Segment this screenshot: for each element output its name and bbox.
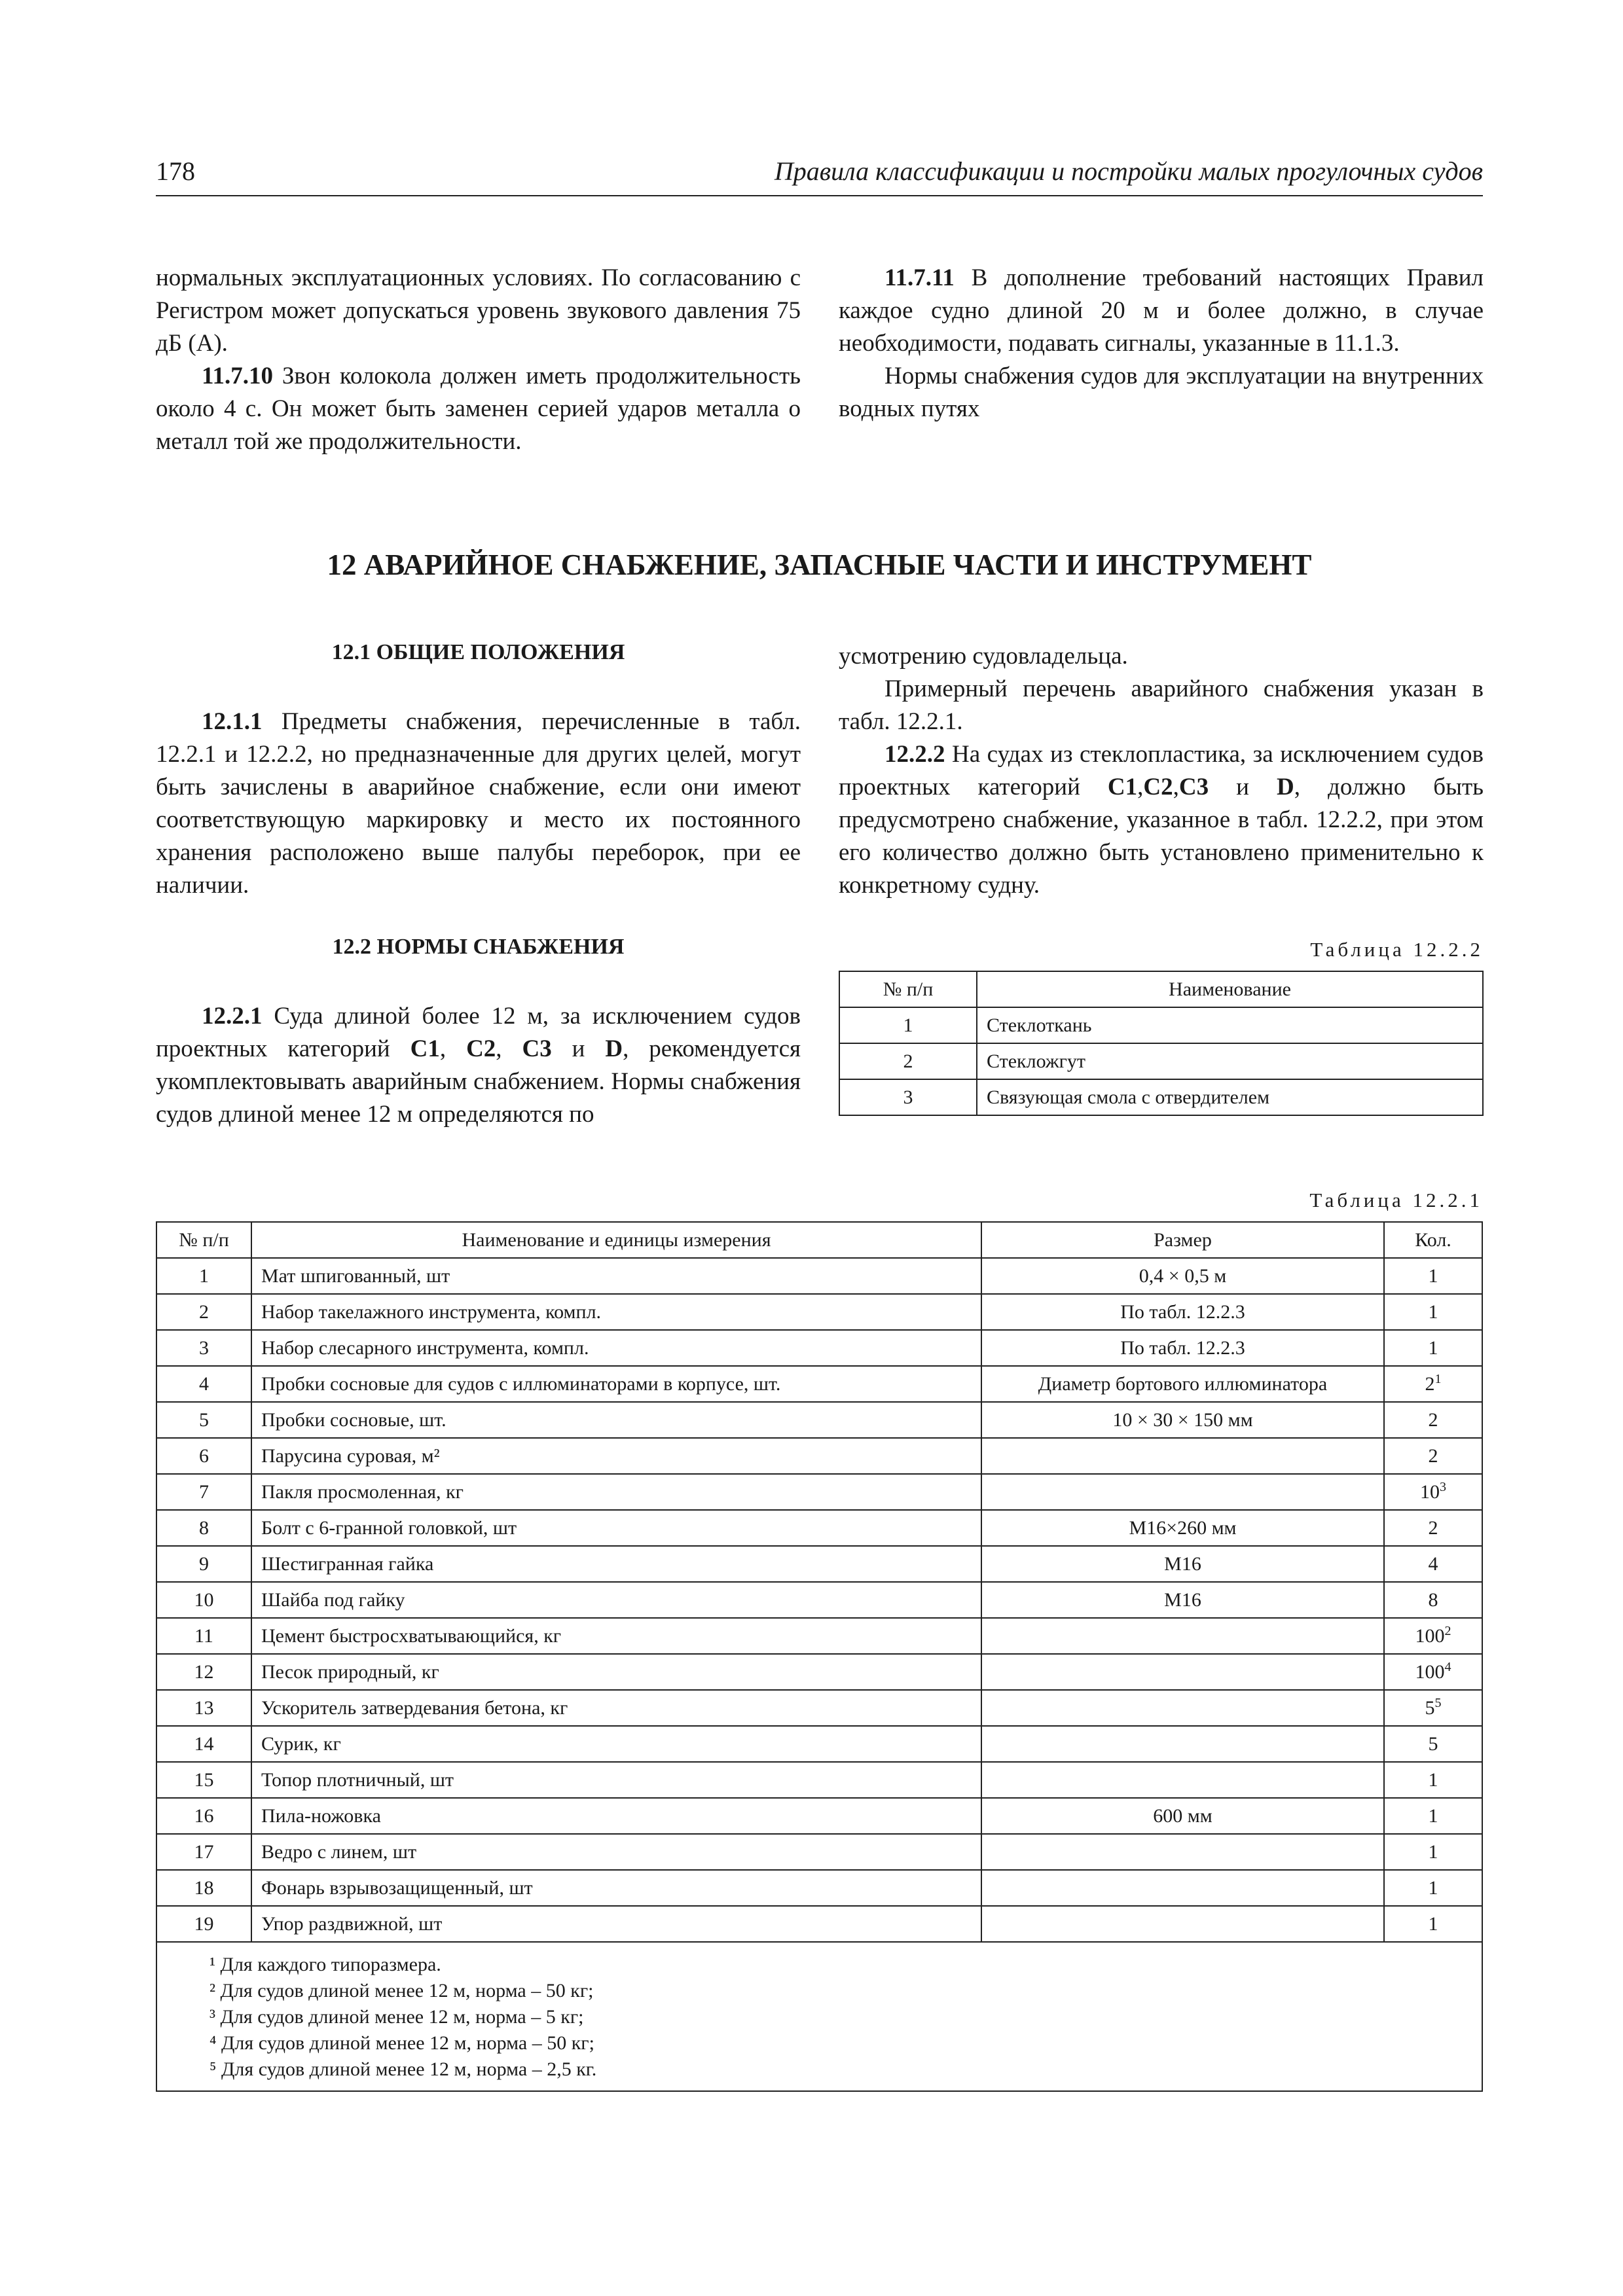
table-row	[156, 1330, 1482, 1366]
footnote-ref: 4	[1444, 1659, 1451, 1674]
footnote: ⁴ Для судов длиной менее 12 м, норма – 50 кг;	[210, 2032, 594, 2054]
paragraph-12-2-2	[839, 738, 1484, 902]
cell-quantity: 1	[1384, 1906, 1482, 1942]
cell-name: Болт с 6-гранной головкой, шт	[251, 1510, 981, 1546]
cell-name: Ускоритель затвердевания бетона, кг	[251, 1690, 981, 1726]
table-row	[156, 1294, 1482, 1330]
separator: ,	[439, 1035, 467, 1062]
cell-quantity: 1	[1384, 1258, 1482, 1294]
category-d: D	[605, 1035, 623, 1062]
clause-number: 11.7.11	[884, 264, 955, 291]
footnotes	[156, 1942, 1482, 2091]
cell-size: 10 × 30 × 150 мм	[981, 1402, 1384, 1438]
category-c3: C3	[1178, 774, 1209, 800]
cell-name: Пробки сосновые для судов с иллюминаторами в корпусе, шт.	[251, 1366, 981, 1402]
footnote: ¹ Для каждого типоразмера.	[210, 1954, 441, 1975]
cell-number: 13	[156, 1690, 251, 1726]
cell-number: 5	[156, 1402, 251, 1438]
cell-size	[981, 1762, 1384, 1798]
category-c1: C1	[1107, 774, 1138, 800]
clause-number: 11.7.10	[202, 363, 273, 389]
conjunction: и	[1209, 774, 1277, 800]
footnote: ² Для судов длиной менее 12 м, норма – 50 кг;	[210, 1980, 594, 2001]
cell-quantity: 5	[1384, 1726, 1482, 1762]
page-number: 178	[156, 156, 195, 186]
right-middle-column	[839, 640, 1484, 902]
cell-name: Парусина суровая, м²	[251, 1438, 981, 1474]
section-title-12-1: 12.1 ОБЩИЕ ПОЛОЖЕНИЯ	[331, 640, 625, 664]
clause-number: 12.1.1	[202, 708, 263, 735]
category-c2: C2	[466, 1035, 496, 1062]
cell-name: Стеклоткань	[977, 1007, 1483, 1043]
cell-size	[981, 1726, 1384, 1762]
table-row	[156, 1654, 1482, 1690]
section-12-2-body	[156, 1000, 801, 1131]
cell-name: Пакля просмоленная, кг	[251, 1474, 981, 1510]
cell-size: По табл. 12.2.3	[981, 1330, 1384, 1366]
table-header-row	[839, 971, 1483, 1007]
cell-name: Набор слесарного инструмента, компл.	[251, 1330, 981, 1366]
table-row	[156, 1510, 1482, 1546]
cell-number: 10	[156, 1582, 251, 1618]
table-row	[156, 1690, 1482, 1726]
cell-name: Стекложгут	[977, 1043, 1483, 1079]
paragraph-12-1-1	[156, 706, 801, 902]
section-12-1-body	[156, 706, 801, 902]
clause-text: , должно быть предусмотрено снабжение, указанное в табл. 12.2.2, при этом его количество должно быть установлено применительно к конкретному судну.	[839, 774, 1484, 899]
cell-quantity: 1	[1384, 1330, 1482, 1366]
cell-quantity: $2^1$	[1384, 1366, 1482, 1402]
cell-quantity: $5^5$	[1384, 1690, 1482, 1726]
paragraph-11-7-11	[839, 262, 1484, 360]
table-row	[156, 1258, 1482, 1294]
table-12-2-1-caption: Таблица 12.2.1	[1309, 1189, 1483, 1211]
paragraph-norms: Нормы снабжения судов для эксплуатации на внутренних водных путях	[839, 363, 1484, 422]
header-cell: Размер	[981, 1222, 1384, 1258]
cell-quantity: $10^3$	[1384, 1474, 1482, 1510]
cell-size: M16	[981, 1546, 1384, 1582]
cell-number: 16	[156, 1798, 251, 1834]
cell-size: M16	[981, 1582, 1384, 1618]
table-row	[156, 1438, 1482, 1474]
cell-number: 19	[156, 1906, 251, 1942]
cell-quantity: 2	[1384, 1438, 1482, 1474]
paragraph-continued: усмотрению судовладельца.	[839, 643, 1128, 670]
footnote: ⁵ Для судов длиной менее 12 м, норма – 2,5 кг.	[210, 2058, 597, 2080]
cell-number: 14	[156, 1726, 251, 1762]
clause-text: Суда длиной более 12 м, за исключением судов проектных категорий	[156, 1003, 801, 1062]
cell-name: Цемент быстросхватывающийся, кг	[251, 1618, 981, 1654]
separator: ,	[1173, 774, 1179, 800]
paragraph-12-2-1	[156, 1000, 801, 1131]
cell-size	[981, 1654, 1384, 1690]
table-row	[839, 1079, 1483, 1115]
paragraph-11-7-10	[156, 360, 801, 458]
table-row	[156, 1618, 1482, 1654]
header-cell: Наименование и единицы измерения	[251, 1222, 981, 1258]
footnote: ³ Для судов длиной менее 12 м, норма – 5 кг;	[210, 2006, 584, 2028]
cell-quantity: $100^2$	[1384, 1618, 1482, 1654]
table-12-2-2	[839, 971, 1484, 1116]
cell-quantity: 1	[1384, 1762, 1482, 1798]
cell-name: Пила-ножовка	[251, 1798, 981, 1834]
cell-number: 7	[156, 1474, 251, 1510]
cell-number: 3	[839, 1079, 977, 1115]
table-row	[156, 1870, 1482, 1906]
footnote-ref: 5	[1434, 1695, 1442, 1710]
clause-number: 12.2.2	[884, 741, 945, 768]
cell-name: Мат шпигованный, шт	[251, 1258, 981, 1294]
footnote-ref: 2	[1444, 1623, 1451, 1638]
cell-number: 18	[156, 1870, 251, 1906]
table-row	[156, 1762, 1482, 1798]
header-cell: Кол.	[1384, 1222, 1482, 1258]
cell-number: 3	[156, 1330, 251, 1366]
category-c3: C3	[522, 1035, 552, 1062]
cell-number: 17	[156, 1834, 251, 1870]
clause-text: Предметы снабжения, перечисленные в табл. 12.2.1 и 12.2.2, но предназначенные для других целей, могут быть зачислены в аварийное снабжение, если они имеют соответствующую маркировку и место их постоянного хранения расположено выше палубы переборок, при ее наличии.	[156, 708, 801, 899]
top-left-column	[156, 262, 801, 458]
cell-quantity: 1	[1384, 1870, 1482, 1906]
chapter-title: 12 АВАРИЙНОЕ СНАБЖЕНИЕ, ЗАПАСНЫЕ ЧАСТИ И ИНСТРУМЕНТ	[327, 548, 1312, 581]
cell-name: Набор такелажного инструмента, компл.	[251, 1294, 981, 1330]
cell-name: Ведро с линем, шт	[251, 1834, 981, 1870]
cell-size: 600 мм	[981, 1798, 1384, 1834]
header-cell: № п/п	[156, 1222, 251, 1258]
table-12-2-2-caption: Таблица 12.2.2	[1310, 938, 1484, 961]
cell-size	[981, 1690, 1384, 1726]
page-header	[156, 156, 1483, 195]
cell-number: 8	[156, 1510, 251, 1546]
cell-name: Фонарь взрывозащищенный, шт	[251, 1870, 981, 1906]
cell-size: 0,4 × 0,5 м	[981, 1258, 1384, 1294]
clause-text: Звон колокола должен иметь продолжительность около 4 с. Он может быть заменен серией ударов металла о металл той же продолжительности.	[156, 363, 801, 455]
cell-quantity: $100^4$	[1384, 1654, 1482, 1690]
clause-number: 12.2.1	[202, 1003, 263, 1030]
clause-text: На судах из стеклопластика, за исключением судов проектных категорий	[839, 741, 1484, 800]
table-row	[156, 1798, 1482, 1834]
cell-name: Пробки сосновые, шт.	[251, 1402, 981, 1438]
conjunction: и	[551, 1035, 606, 1062]
cell-number: 2	[839, 1043, 977, 1079]
clause-text: , рекомендуется укомплектовывать аварийным снабжением. Нормы снабжения судов длиной менее 12 м определяются по	[156, 1035, 801, 1128]
separator: ,	[1137, 774, 1144, 800]
footnote-ref: 3	[1440, 1479, 1446, 1494]
table-12-2-1	[156, 1221, 1483, 2092]
cell-name: Шайба под гайку	[251, 1582, 981, 1618]
top-right-column	[839, 262, 1484, 425]
cell-number: 1	[839, 1007, 977, 1043]
category-c2: C2	[1143, 774, 1173, 800]
section-title-12-2: 12.2 НОРМЫ СНАБЖЕНИЯ	[332, 935, 625, 959]
cell-number: 15	[156, 1762, 251, 1798]
footnote-ref: 1	[1434, 1371, 1442, 1386]
cell-quantity: 4	[1384, 1546, 1482, 1582]
separator: ,	[496, 1035, 522, 1062]
cell-number: 4	[156, 1366, 251, 1402]
cell-number: 2	[156, 1294, 251, 1330]
cell-quantity: 1	[1384, 1798, 1482, 1834]
clause-text: В дополнение требований настоящих Правил каждое судно длиной 20 м и более должно, в случае необходимости, подавать сигналы, указанные в 11.1.3.	[839, 264, 1484, 357]
cell-name: Связующая смола с отвердителем	[977, 1079, 1483, 1115]
cell-number: 11	[156, 1618, 251, 1654]
header-rule	[156, 195, 1483, 196]
cell-name: Упор раздвижной, шт	[251, 1906, 981, 1942]
cell-quantity: 1	[1384, 1834, 1482, 1870]
table-row	[156, 1546, 1482, 1582]
cell-number: 12	[156, 1654, 251, 1690]
cell-name: Топор плотничный, шт	[251, 1762, 981, 1798]
cell-number: 1	[156, 1258, 251, 1294]
cell-size: По табл. 12.2.3	[981, 1294, 1384, 1330]
cell-size: Диаметр бортового иллюминатора	[981, 1366, 1384, 1402]
table-row	[156, 1834, 1482, 1870]
header-cell: № п/п	[839, 971, 977, 1007]
table-row	[156, 1366, 1482, 1402]
cell-name: Шестигранная гайка	[251, 1546, 981, 1582]
category-d: D	[1277, 774, 1294, 800]
cell-size	[981, 1834, 1384, 1870]
table-row	[839, 1043, 1483, 1079]
table-row	[156, 1906, 1482, 1942]
cell-quantity: 2	[1384, 1402, 1482, 1438]
paragraph-example-list: Примерный перечень аварийного снабжения указан в табл. 12.2.1.	[839, 675, 1484, 735]
category-c1: C1	[410, 1035, 440, 1062]
cell-size	[981, 1618, 1384, 1654]
cell-size	[981, 1906, 1384, 1942]
table-row	[156, 1402, 1482, 1438]
header-cell: Наименование	[977, 971, 1483, 1007]
cell-size	[981, 1438, 1384, 1474]
table-body	[156, 1258, 1482, 1942]
table-row	[156, 1474, 1482, 1510]
cell-quantity: 1	[1384, 1294, 1482, 1330]
table-header-row	[156, 1222, 1482, 1258]
cell-number: 9	[156, 1546, 251, 1582]
cell-quantity: 2	[1384, 1510, 1482, 1546]
table-row	[839, 1007, 1483, 1043]
cell-name: Сурик, кг	[251, 1726, 981, 1762]
running-title: Правила классификации и постройки малых прогулочных судов	[774, 156, 1483, 186]
cell-size	[981, 1870, 1384, 1906]
cell-size	[981, 1474, 1384, 1510]
cell-name: Песок природный, кг	[251, 1654, 981, 1690]
paragraph-continued: нормальных эксплуатационных условиях. По согласованию с Регистром может допускаться уровень звукового давления 75 дБ (А).	[156, 264, 801, 357]
notes-row	[156, 1942, 1482, 2091]
cell-size: M16×260 мм	[981, 1510, 1384, 1546]
cell-number: 6	[156, 1438, 251, 1474]
cell-quantity: 8	[1384, 1582, 1482, 1618]
table-row	[156, 1726, 1482, 1762]
table-row	[156, 1582, 1482, 1618]
